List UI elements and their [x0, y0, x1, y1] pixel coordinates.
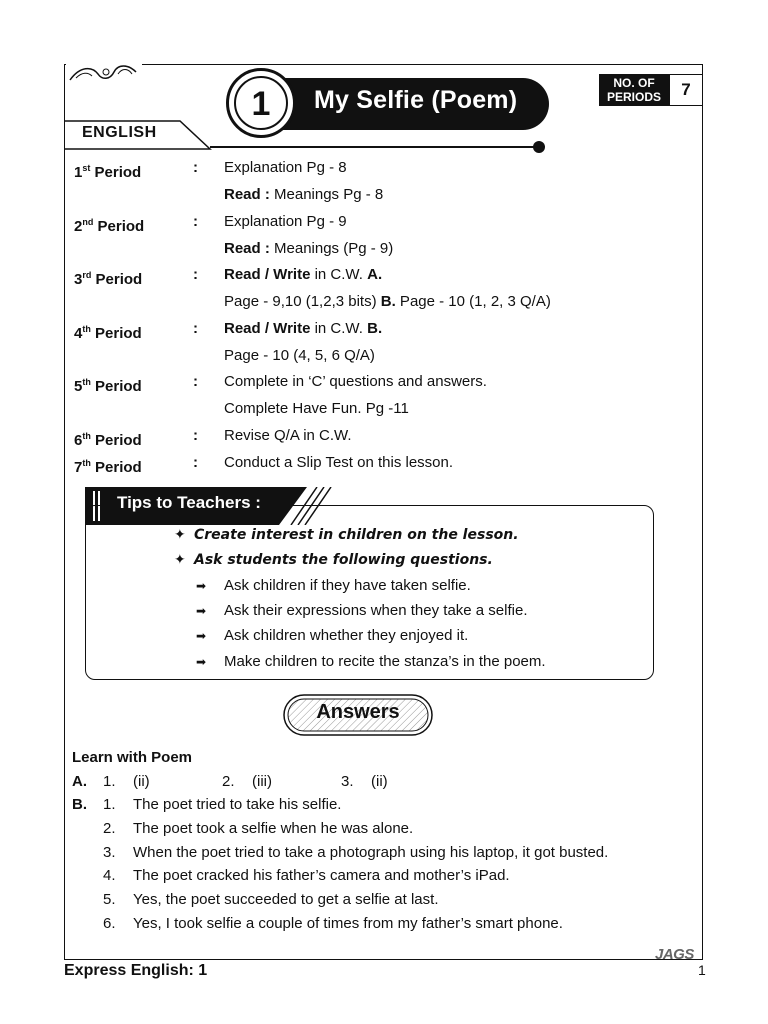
page-number: 1 [698, 962, 706, 978]
periods-label-line2: PERIODS [606, 90, 661, 104]
periods-label-line1: NO. OF [613, 76, 655, 90]
answer-number: 6. [103, 915, 116, 932]
answer-text: The poet tried to take his selfie. [133, 796, 342, 813]
publisher-logo: JAGS [655, 946, 694, 963]
footer-book-title: Express English: 1 [64, 962, 208, 979]
answer-text: When the poet tried to take a photograph using his laptop, it got busted. [133, 844, 609, 861]
section-title: Learn with Poem [72, 749, 193, 766]
subject-label: ENGLISH [82, 124, 157, 141]
lesson-title: My Selfie (Poem) [314, 86, 518, 114]
period-label: 1st Period [74, 163, 142, 181]
period-label: 3rd Period [74, 270, 143, 288]
period-label: 6th Period [74, 431, 142, 449]
period-task: Conduct a Slip Test on this lesson. [224, 454, 454, 471]
lesson-number: 1 [251, 85, 271, 123]
answer-a-label: A. [72, 773, 87, 790]
diamond-bullet-icon: ✦ [174, 552, 186, 568]
answer-number: 5. [103, 891, 116, 908]
tip-item: ✦ Ask students the following questions. [174, 552, 493, 568]
period-task: Revise Q/A in C.W. [224, 427, 352, 444]
tip-question: ➡ Ask children if they have taken selfie. [196, 577, 471, 594]
answer-number: 1. [103, 796, 116, 813]
period-label: 4th Period [74, 324, 142, 342]
period-task: Explanation Pg - 8 [224, 159, 347, 176]
tip-question: ➡ Make children to recite the stanza’s in the poem. [196, 653, 546, 670]
answer-text: Yes, the poet succeeded to get a selfie at last. [133, 891, 439, 908]
period-colon: : [193, 427, 198, 444]
period-colon: : [193, 159, 198, 176]
answer-number: 2. [103, 820, 116, 837]
answer-text: The poet cracked his father’s camera and mother’s iPad. [133, 867, 510, 884]
answer-choice: (iii) [252, 773, 272, 790]
arrow-bullet-icon: ➡ [196, 604, 207, 618]
answer-number: 3. [341, 773, 354, 790]
period-colon: : [193, 454, 198, 471]
answer-number: 2. [222, 773, 235, 790]
period-task: Read / Write in C.W. B. [224, 320, 383, 337]
period-task-detail: Page - 10 (4, 5, 6 Q/A) [224, 347, 375, 364]
answer-choice: (ii) [371, 773, 388, 790]
tip-question: ➡ Ask children whether they enjoyed it. [196, 627, 469, 644]
answer-text: Yes, I took selfie a couple of times from my father’s smart phone. [133, 915, 563, 932]
periods-count: 7 [669, 74, 703, 106]
period-task-detail: Read : Meanings Pg - 8 [224, 186, 384, 203]
tip-question: ➡ Ask their expressions when they take a selfie. [196, 602, 528, 619]
ornament-icon [66, 60, 142, 88]
period-task: Complete in ‘C’ questions and answers. [224, 373, 487, 390]
period-task-detail: Page - 9,10 (1,2,3 bits) B. Page - 10 (1, 2, 3 Q/A) [224, 293, 551, 310]
period-task-detail: Complete Have Fun. Pg -11 [224, 400, 409, 417]
answer-number: 1. [103, 773, 116, 790]
title-dot [533, 141, 545, 153]
period-colon: : [193, 320, 198, 337]
answer-number: 4. [103, 867, 116, 884]
period-colon: : [193, 266, 198, 283]
answer-choice: (ii) [133, 773, 150, 790]
period-label: 5th Period [74, 377, 142, 395]
title-underline [210, 146, 540, 148]
period-task-detail: Read : Meanings (Pg - 9) [224, 240, 394, 257]
answer-text: The poet took a selfie when he was alone. [133, 820, 414, 837]
arrow-bullet-icon: ➡ [196, 579, 207, 593]
answer-b-label: B. [72, 796, 87, 813]
period-label: 2nd Period [74, 217, 145, 235]
tips-heading: Tips to Teachers : [117, 493, 261, 512]
period-colon: : [193, 213, 198, 230]
arrow-bullet-icon: ➡ [196, 629, 207, 643]
period-task: Read / Write in C.W. A. [224, 266, 383, 283]
tip-item: ✦ Create interest in children on the lesson. [174, 527, 519, 543]
diamond-bullet-icon: ✦ [174, 527, 186, 543]
period-task: Explanation Pg - 9 [224, 213, 347, 230]
answers-heading: Answers [316, 701, 400, 723]
period-colon: : [193, 373, 198, 390]
period-label: 7th Period [74, 458, 142, 476]
periods-label [599, 74, 669, 106]
answer-number: 3. [103, 844, 116, 861]
arrow-bullet-icon: ➡ [196, 655, 207, 669]
